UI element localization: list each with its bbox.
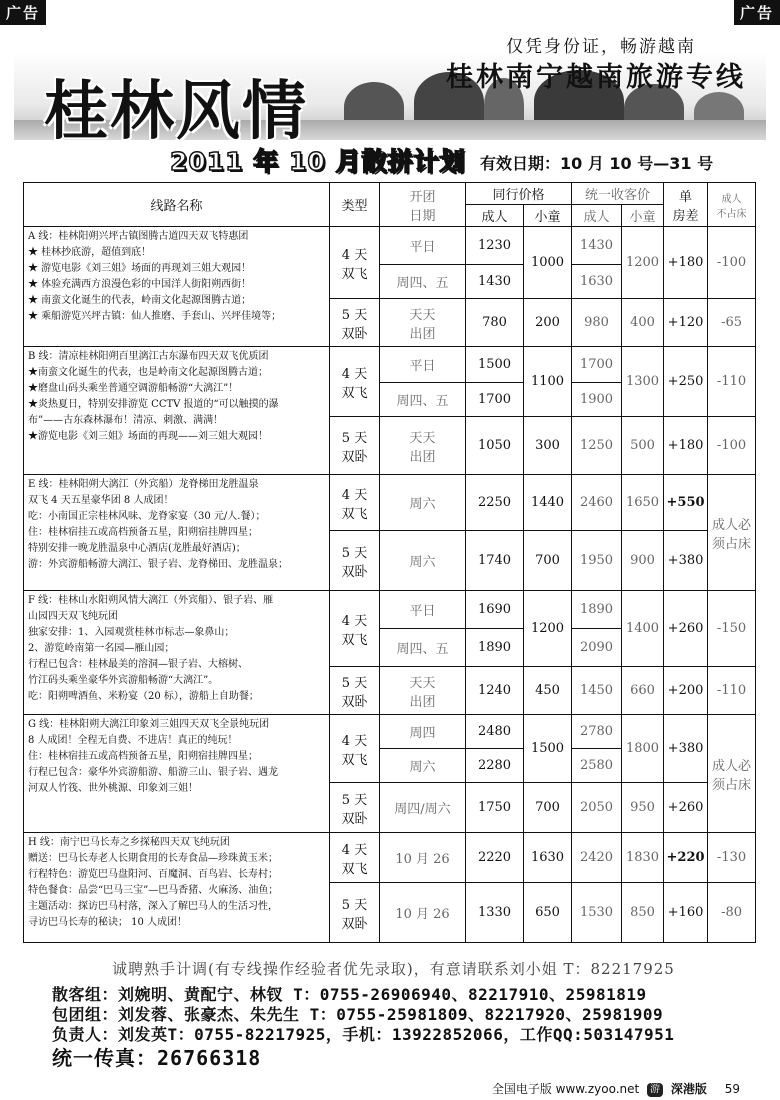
th-adult2: 成人 bbox=[572, 205, 622, 227]
single-supplement: +220 bbox=[664, 833, 708, 883]
adult-price: 1750 bbox=[466, 783, 524, 833]
contact-retail: 散客组：刘婉明、黄配宁、林钗 T：0755-26906940、82217910、25981819 bbox=[52, 985, 647, 1004]
no-bed-price: -80 bbox=[708, 883, 756, 943]
child-price: 1200 bbox=[524, 591, 572, 667]
child-price: 700 bbox=[524, 783, 572, 833]
adult-price: 1890 bbox=[466, 629, 524, 667]
route-detail: 河双人竹筏、世外桃源、印象刘三姐！ bbox=[28, 783, 198, 794]
cell-line: 5 天 bbox=[341, 307, 368, 323]
departure: 10 月 26 bbox=[380, 833, 466, 883]
type-5day bbox=[330, 883, 380, 943]
route-detail: 山园四天双飞纯玩团 bbox=[28, 611, 118, 622]
th-route: 线路名称 bbox=[24, 183, 330, 227]
cell-line: 双卧 bbox=[341, 564, 368, 580]
type-5day bbox=[330, 783, 380, 833]
th-departure-sub: 日期 bbox=[409, 208, 436, 224]
single-supplement: +380 bbox=[664, 531, 708, 591]
departure: 10 月 26 bbox=[380, 883, 466, 943]
unified-child: 1200 bbox=[622, 227, 664, 299]
unified-child: 660 bbox=[622, 667, 664, 715]
child-price: 1100 bbox=[524, 347, 572, 417]
ad-label-right: 广告 bbox=[734, 0, 780, 25]
route-detail: 住：桂林宿挂五或高档预备五星，阳朔宿挂牌四星； bbox=[28, 751, 258, 762]
route-detail: 特色餐食：品尝“巴马三宝”—巴马香猪、火麻汤、油鱼； bbox=[28, 885, 279, 896]
child-price: 1630 bbox=[524, 833, 572, 883]
type-5day bbox=[330, 531, 380, 591]
adult-price: 1700 bbox=[466, 383, 524, 417]
unified-child: 400 bbox=[622, 299, 664, 347]
unified-adult: 1430 bbox=[572, 227, 622, 265]
adult-price: 2250 bbox=[466, 475, 524, 531]
cell-line: 双卧 bbox=[341, 916, 368, 932]
unified-adult: 1700 bbox=[572, 347, 622, 383]
cell-line: 5 天 bbox=[341, 545, 368, 561]
route-detail: ★炎热夏日，特别安排游览 CCTV 报道的“可以触摸的瀑 bbox=[28, 399, 279, 410]
unified-child: 1400 bbox=[622, 591, 664, 667]
cell-line: 4 天 bbox=[341, 842, 368, 858]
cell-line: 双卧 bbox=[341, 694, 368, 710]
departure bbox=[380, 667, 466, 715]
brand-title: 桂林风情 bbox=[44, 74, 308, 149]
no-bed-price: -110 bbox=[708, 347, 756, 417]
adult-price: 1740 bbox=[466, 531, 524, 591]
child-price: 1000 bbox=[524, 227, 572, 299]
fax: 统一传真：26766318 bbox=[52, 1046, 262, 1070]
single-supplement: +120 bbox=[664, 299, 708, 347]
child-price: 1440 bbox=[524, 475, 572, 531]
departure: 平日 bbox=[380, 591, 466, 629]
cell-line: 4 天 bbox=[341, 733, 368, 749]
route-detail: 游：外宾游船畅游大漓江、银子岩、龙脊梯田、龙胜温泉； bbox=[28, 559, 288, 570]
route-detail: 双飞 4 天五星豪华团 8 人成团！ bbox=[28, 495, 174, 506]
route-detail: 竹江码头乘坐豪华外宾游船畅游“大漓江”。 bbox=[28, 675, 219, 686]
unified-adult: 2580 bbox=[572, 749, 622, 783]
route-title: E 线：桂林阳朔大漓江（外宾船）龙脊梯田龙胜温泉 bbox=[28, 479, 259, 490]
route-detail: ★南蛮文化诞生的代表，也是岭南文化起源图腾古道； bbox=[28, 367, 268, 378]
child-price: 300 bbox=[524, 417, 572, 475]
cell-line: 出团 bbox=[409, 694, 436, 710]
route-detail: 独家安排：1、入园观赏桂林市标志—象鼻山； bbox=[28, 627, 235, 638]
cell-line: 出团 bbox=[409, 326, 436, 342]
adult-price: 780 bbox=[466, 299, 524, 347]
unified-adult: 1250 bbox=[572, 417, 622, 475]
route-detail: 赠送：巴马长寿老人长期食用的长寿食品—珍珠黄玉米； bbox=[28, 853, 278, 864]
departure: 周四、五 bbox=[380, 383, 466, 417]
no-bed-price: -100 bbox=[708, 417, 756, 475]
child-price: 200 bbox=[524, 299, 572, 347]
unified-adult: 1890 bbox=[572, 591, 622, 629]
route-description bbox=[24, 347, 330, 475]
route-detail: ★ 游览电影《刘三姐》场面的再现刘三姐大观园！ bbox=[28, 263, 252, 274]
adult-price: 1240 bbox=[466, 667, 524, 715]
departure: 周四 bbox=[380, 715, 466, 749]
type-4day bbox=[330, 347, 380, 417]
plan-title: 2011 年 10 月散拼计划 bbox=[170, 147, 466, 176]
validity: 有效日期：10 月 10 号—31 号 bbox=[480, 154, 714, 173]
cell-line: 天天 bbox=[409, 675, 436, 691]
no-bed-price: -65 bbox=[708, 299, 756, 347]
th-adult: 成人 bbox=[466, 205, 524, 227]
cell-line: 双飞 bbox=[341, 861, 368, 877]
adult-price: 1690 bbox=[466, 591, 524, 629]
cell-line: 4 天 bbox=[341, 613, 368, 629]
cell-line: 5 天 bbox=[341, 792, 368, 808]
cell-line: 双飞 bbox=[341, 752, 368, 768]
route-rows bbox=[24, 227, 756, 943]
th-no-bed: 成人 bbox=[721, 193, 742, 205]
th-child2: 小童 bbox=[622, 205, 664, 227]
unified-child: 1650 bbox=[622, 475, 664, 531]
departure: 周六 bbox=[380, 475, 466, 531]
route-description bbox=[24, 227, 330, 347]
contact-manager: 负责人：刘发英T：0755-82217925，手机：13922852066，工作QQ:503147951 bbox=[52, 1025, 675, 1044]
ad-label-left: 广告 bbox=[0, 0, 46, 25]
child-price: 450 bbox=[524, 667, 572, 715]
route-title: A 线：桂林阳朔兴坪古镇图腾古道四天双飞特惠团 bbox=[28, 231, 249, 242]
th-single: 单 bbox=[679, 189, 693, 205]
footer-site: 全国电子版 www.zyoo.net bbox=[491, 1082, 640, 1096]
departure: 周六 bbox=[380, 749, 466, 783]
departure: 周四、五 bbox=[380, 265, 466, 299]
page-number: 59 bbox=[724, 1082, 740, 1096]
route-description bbox=[24, 715, 330, 833]
unified-adult: 1900 bbox=[572, 383, 622, 417]
route-description bbox=[24, 833, 330, 943]
route-detail: 2、游览岭南第一名园—雁山园； bbox=[28, 643, 175, 654]
unified-adult: 980 bbox=[572, 299, 622, 347]
route-title: G 线：桂林阳朔大漓江印象刘三姐四天双飞全景纯玩团 bbox=[28, 719, 270, 730]
cell-line: 5 天 bbox=[341, 897, 368, 913]
type-5day bbox=[330, 299, 380, 347]
single-supplement: +180 bbox=[664, 417, 708, 475]
th-single-sub: 房差 bbox=[672, 208, 699, 224]
type-5day bbox=[330, 667, 380, 715]
route-detail: 特别安排一晚龙胜温泉中心酒店(龙胜最好酒店)； bbox=[28, 543, 246, 554]
adult-price: 2480 bbox=[466, 715, 524, 749]
route-title: F 线：桂林山水阳朔风情大漓江（外宾船）、银子岩、雁 bbox=[28, 595, 274, 606]
cell-line: 4 天 bbox=[341, 366, 368, 382]
cell-line: 双卧 bbox=[341, 811, 368, 827]
footer bbox=[492, 1080, 740, 1097]
route-detail: ★游览电影《刘三姐》场面的再现——刘三姐大观园！ bbox=[28, 431, 268, 442]
unified-adult: 1450 bbox=[572, 667, 622, 715]
cell-line: 5 天 bbox=[341, 675, 368, 691]
single-supplement: +180 bbox=[664, 227, 708, 299]
unified-child: 1830 bbox=[622, 833, 664, 883]
route-detail: 住：桂林宿挂五或高档预备五星，阳朔宿挂牌四星； bbox=[28, 527, 258, 538]
departure: 周四、五 bbox=[380, 629, 466, 667]
route-title: B 线：清凉桂林阳朔百里漓江古东瀑布四天双飞优质团 bbox=[28, 351, 269, 362]
cell-line: 4 天 bbox=[341, 247, 368, 263]
route-detail: 吃：小南国正宗桂林风味、龙脊家宴（30 元/人.餐）； bbox=[28, 511, 266, 522]
unified-child: 950 bbox=[622, 783, 664, 833]
route-detail: 吃：阳朔啤酒鱼、米粉宴（20 标），游船上自助餐； bbox=[28, 691, 259, 702]
no-bed-price: -150 bbox=[708, 591, 756, 667]
unified-adult: 2460 bbox=[572, 475, 622, 531]
slogan: 仅凭身份证，畅游越南 bbox=[506, 37, 696, 57]
no-bed-price: -130 bbox=[708, 833, 756, 883]
cell-line: 双飞 bbox=[341, 632, 368, 648]
logo-icon: 游 bbox=[647, 1083, 663, 1097]
departure: 平日 bbox=[380, 227, 466, 265]
unified-child: 900 bbox=[622, 531, 664, 591]
adult-price: 1050 bbox=[466, 417, 524, 475]
no-bed-note: 成人必须占床 bbox=[708, 715, 756, 833]
single-supplement: +550 bbox=[664, 475, 708, 531]
departure: 平日 bbox=[380, 347, 466, 383]
cell-line: 双飞 bbox=[341, 266, 368, 282]
cell-line: 双卧 bbox=[341, 326, 368, 342]
th-child: 小童 bbox=[524, 205, 572, 227]
single-supplement: +260 bbox=[664, 783, 708, 833]
cell-line: 双飞 bbox=[341, 385, 368, 401]
type-4day bbox=[330, 715, 380, 783]
unified-adult: 2050 bbox=[572, 783, 622, 833]
route-title: H 线：南宁巴马长寿之乡探秘四天双飞纯玩团 bbox=[28, 837, 230, 848]
type-4day bbox=[330, 475, 380, 531]
route-detail: 行程已包含：豪华外宾游船游、船游三山、银子岩、遇龙 bbox=[28, 767, 278, 778]
departure: 周四/周六 bbox=[380, 783, 466, 833]
route-detail: 主题活动：探访巴马村落，深入了解巴马人的生活习性， bbox=[28, 901, 278, 912]
recruit-notice: 诚聘熟手计调(有专线操作经验者优先录取)，有意请联系刘小姐 T：82217925 bbox=[112, 960, 675, 978]
cell-line: 5 天 bbox=[341, 430, 368, 446]
th-unified-price: 统一收客价 bbox=[572, 183, 664, 205]
unified-adult: 1530 bbox=[572, 883, 622, 943]
route-detail: 布”——古东森林瀑布！清凉、刺激、满满！ bbox=[28, 415, 224, 426]
unified-adult: 2090 bbox=[572, 629, 622, 667]
route-description bbox=[24, 475, 330, 591]
single-supplement: +260 bbox=[664, 591, 708, 667]
unified-child: 500 bbox=[622, 417, 664, 475]
type-5day bbox=[330, 417, 380, 475]
cell-line: 4 天 bbox=[341, 487, 368, 503]
unified-child: 1800 bbox=[622, 715, 664, 783]
unified-child: 850 bbox=[622, 883, 664, 943]
route-detail: 寻访巴马长寿的秘诀； 10 人成团！ bbox=[28, 917, 188, 928]
th-peer-price: 同行价格 bbox=[466, 183, 572, 205]
route-detail: 行程已包含：桂林最美的溶洞—银子岩、大榕树、 bbox=[28, 659, 248, 670]
price-table bbox=[23, 182, 756, 943]
single-supplement: +250 bbox=[664, 347, 708, 417]
th-no-bed-sub: 不占床 bbox=[716, 208, 747, 220]
single-supplement: +380 bbox=[664, 715, 708, 783]
route-detail: ★ 南蛮文化诞生的代表，岭南文化起源图腾古道； bbox=[28, 295, 252, 306]
adult-price: 1500 bbox=[466, 347, 524, 383]
single-supplement: +200 bbox=[664, 667, 708, 715]
route-detail: ★磨盘山码头乘坐普通空调游船畅游“大漓江”！ bbox=[28, 383, 239, 394]
unified-adult: 2780 bbox=[572, 715, 622, 749]
route-detail: ★ 乘船游览兴坪古镇：仙人推磨、手套山、兴坪佳境等； bbox=[28, 311, 282, 322]
subtitle: 桂林南宁越南旅游专线 bbox=[446, 62, 746, 93]
th-type: 类型 bbox=[330, 183, 380, 227]
cell-line: 双飞 bbox=[341, 506, 368, 522]
adult-price: 2280 bbox=[466, 749, 524, 783]
contact-group: 包团组：刘发蓉、张豪杰、朱先生 T：0755-25981809、82217920、25981909 bbox=[52, 1005, 664, 1024]
no-bed-price: -110 bbox=[708, 667, 756, 715]
child-price: 650 bbox=[524, 883, 572, 943]
adult-price: 1330 bbox=[466, 883, 524, 943]
departure bbox=[380, 299, 466, 347]
adult-price: 2220 bbox=[466, 833, 524, 883]
adult-price: 1430 bbox=[466, 265, 524, 299]
type-4day bbox=[330, 833, 380, 883]
unified-child: 1300 bbox=[622, 347, 664, 417]
no-bed-price: -100 bbox=[708, 227, 756, 299]
child-price: 700 bbox=[524, 531, 572, 591]
footer-edition: 深港版 bbox=[670, 1082, 707, 1096]
child-price: 1500 bbox=[524, 715, 572, 783]
adult-price: 1230 bbox=[466, 227, 524, 265]
departure bbox=[380, 417, 466, 475]
unified-adult: 1950 bbox=[572, 531, 622, 591]
route-detail: ★ 桂林抄底游，超值到底！ bbox=[28, 247, 152, 258]
header-banner bbox=[14, 22, 766, 149]
cell-line: 双卧 bbox=[341, 449, 368, 465]
departure: 周六 bbox=[380, 531, 466, 591]
no-bed-note: 成人必须占床 bbox=[708, 475, 756, 591]
cell-line: 出团 bbox=[409, 449, 436, 465]
type-4day bbox=[330, 591, 380, 667]
unified-adult: 1630 bbox=[572, 265, 622, 299]
cell-line: 天天 bbox=[409, 430, 436, 446]
route-detail: 行程特色：游览巴马盘阳河、百魔洞、百鸟岩、长寿村； bbox=[28, 869, 278, 880]
type-4day bbox=[330, 227, 380, 299]
route-description bbox=[24, 591, 330, 715]
cell-line: 天天 bbox=[409, 307, 436, 323]
route-detail: 8 人成团！全程无自费、不进店！真正的纯玩！ bbox=[28, 735, 238, 746]
route-detail: ★ 体验充满西方浪漫色彩的中国洋人街阳朔西街！ bbox=[28, 279, 252, 290]
unified-adult: 2420 bbox=[572, 833, 622, 883]
single-supplement: +160 bbox=[664, 883, 708, 943]
th-departure: 开团 bbox=[409, 189, 436, 205]
